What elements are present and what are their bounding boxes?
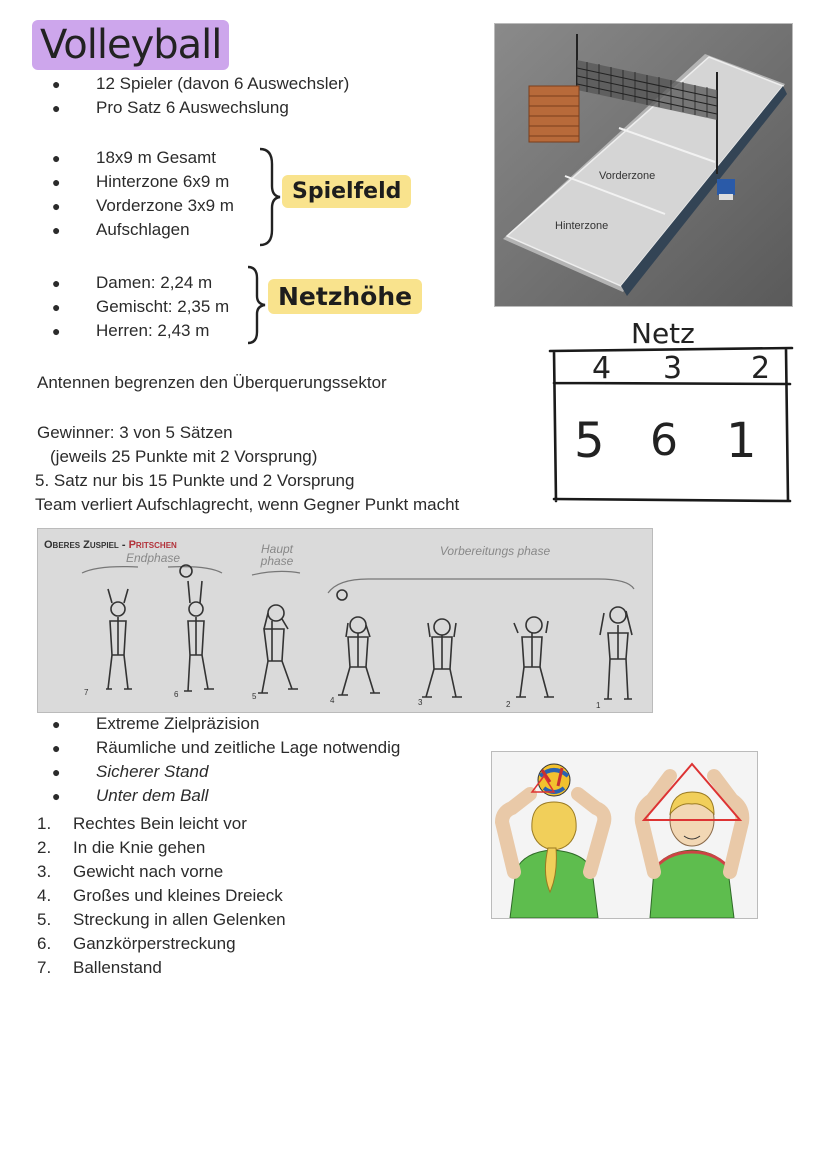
list-item: ● Hinterzone 6x9 m [52,172,230,191]
net-label: Netz [631,317,695,350]
position-1: 1 [726,413,757,469]
position-4: 4 [592,351,612,386]
phase-label: Haupt phase [260,542,294,568]
court-illustration [494,23,793,307]
figure-number: 1 [596,701,601,710]
list-item: ● 18x9 m Gesamt [52,148,216,167]
rules-line: Gewinner: 3 von 5 Sätzen [37,423,233,442]
pritschen-sequence-image [37,528,653,713]
step-item: 3. Gewicht nach vorne [37,862,224,881]
list-item: ● 12 Spieler (davon 6 Auswechsler) [52,74,350,93]
steps-list [37,812,286,980]
position-3: 3 [663,351,683,386]
technique-list [52,712,400,808]
player-info-list [52,72,349,120]
player-figures [38,529,652,712]
figure-number: 4 [330,696,335,705]
list-item: ● Unter dem Ball [52,786,209,805]
position-5: 5 [574,413,605,469]
brace-spielfeld [256,146,282,248]
list-item: ● Aufschlagen [52,220,190,239]
list-item: ● Räumliche und zeitliche Lage notwendig [52,738,401,757]
list-item: ● Herren: 2,43 m [52,321,210,340]
hand-triangle-illustration [491,751,758,919]
phase-label: Vorbereitungs phase [439,544,551,558]
antennen-text: Antennen begrenzen den Überquerungssektor [37,373,387,392]
brace-netzhoehe [244,264,268,346]
rules-line: (jeweils 25 Punkte mit 2 Vorsprung) [50,447,318,466]
figure-number: 7 [84,688,89,697]
rules-text [37,421,459,517]
step-item: 1. Rechtes Bein leicht vor [37,814,247,833]
hinterzone-label: Hinterzone [555,220,609,232]
figure-number: 2 [506,700,511,709]
figure-number: 6 [174,690,179,699]
step-item: 5. Streckung in allen Gelenken [37,910,286,929]
list-item: ● Damen: 2,24 m [52,273,213,292]
list-item: ● Gemischt: 2,35 m [52,297,230,316]
list-item: ● Pro Satz 6 Auswechslung [52,98,289,117]
rotation-frame [546,313,794,505]
figure-number: 3 [418,698,423,707]
netzhoehe-label: Netzhöhe [268,279,422,314]
phase-label: Endphase [126,551,181,565]
step-item: 2. In die Knie gehen [37,838,206,857]
list-item: ● Vorderzone 3x9 m [52,196,234,215]
net-height-list [52,271,229,343]
step-item: 7. Ballenstand [37,958,162,977]
list-item: ● Sicherer Stand [52,762,209,781]
rotation-diagram [546,313,794,505]
rules-line: 5. Satz nur bis 15 Punkte und 2 Vorsprung [35,471,355,490]
page-title: Volleyball [32,20,229,70]
step-item: 4. Großes und kleines Dreieck [37,886,283,905]
position-6: 6 [650,415,678,466]
image-heading: Oberes Zuspiel - Pritschen [44,539,177,551]
rules-line: Team verliert Aufschlagrecht, wenn Gegner Punkt macht [35,495,460,514]
list-item: ● Extreme Zielpräzision [52,714,260,733]
position-2: 2 [751,351,771,386]
field-info-list [52,146,234,242]
vorderzone-label: Vorderzone [599,170,656,182]
spielfeld-label: Spielfeld [282,175,411,208]
figure-number: 5 [252,692,257,701]
step-item: 6. Ganzkörperstreckung [37,934,236,953]
